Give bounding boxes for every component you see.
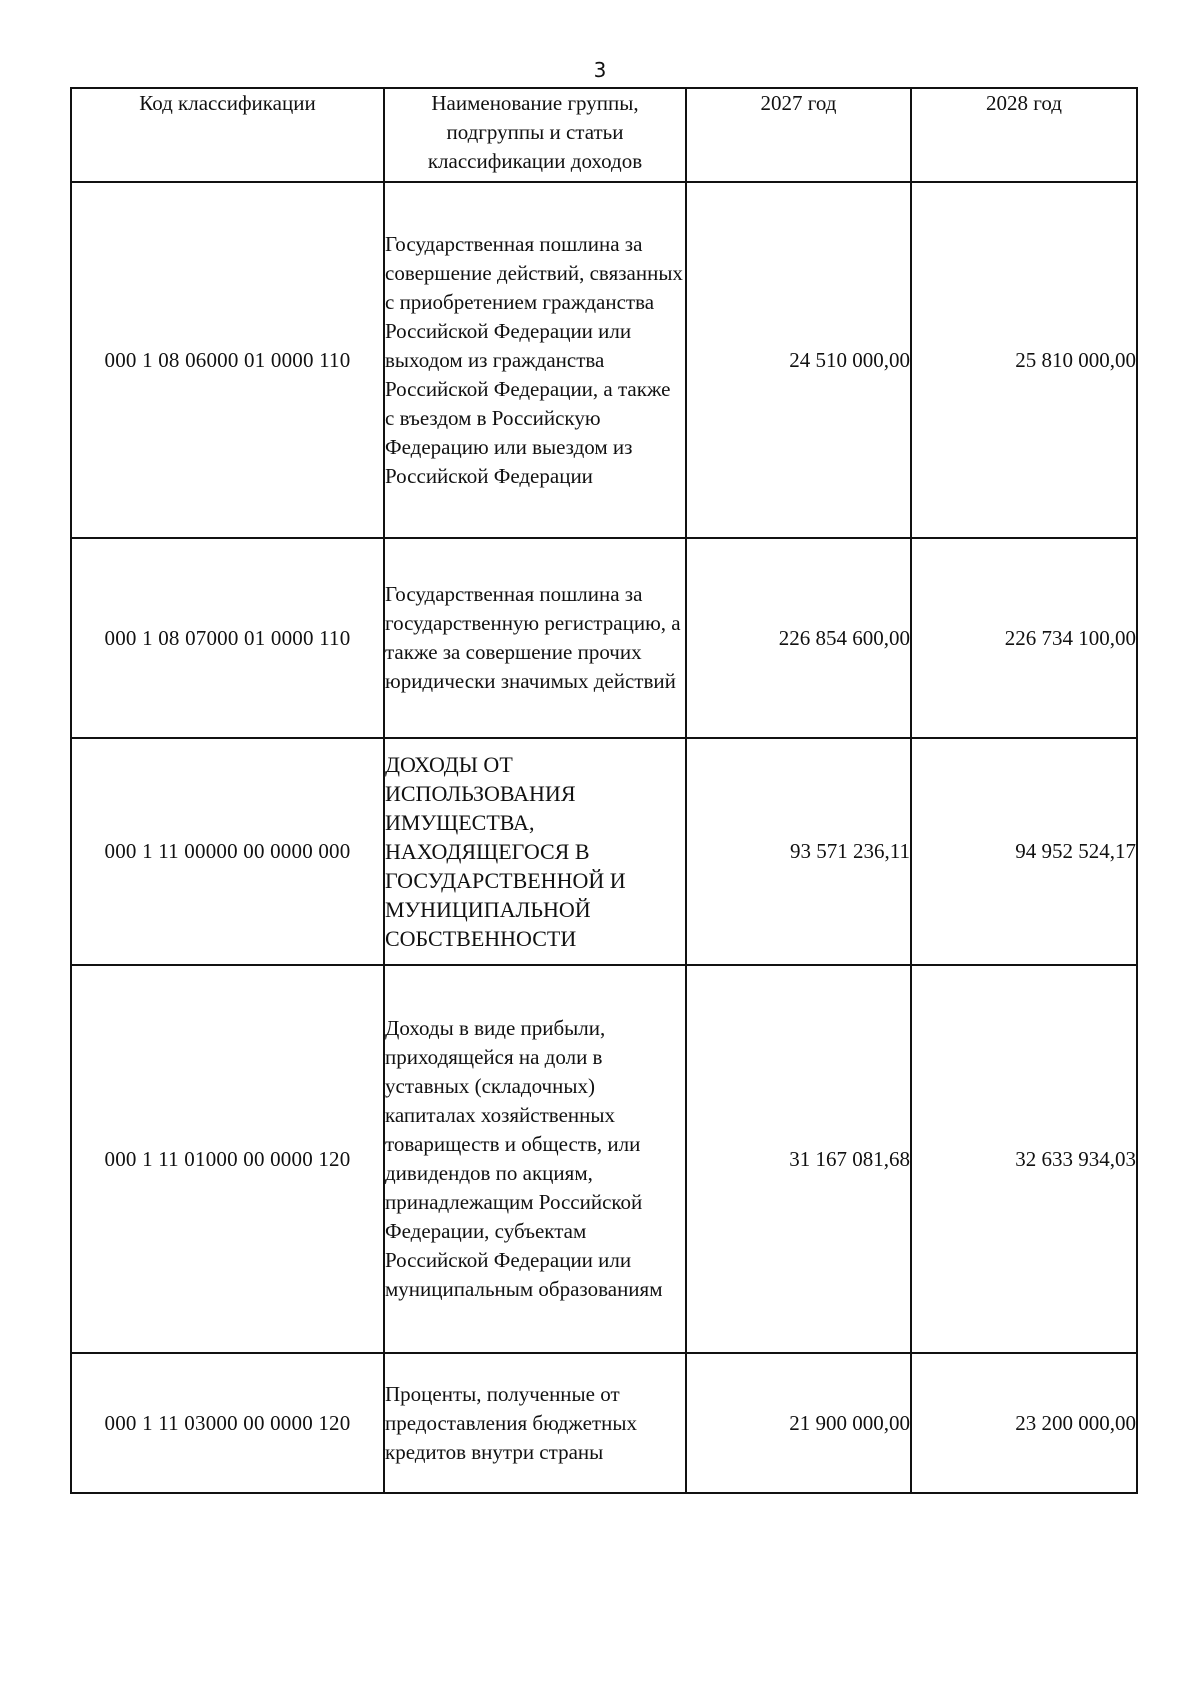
classification-code: 000 1 11 03000 00 0000 120 (71, 1353, 384, 1493)
amount-2028: 23 200 000,00 (911, 1353, 1137, 1493)
amount-2027: 24 510 000,00 (686, 182, 911, 538)
revenue-classification-table (70, 87, 1138, 1494)
amount-2028: 94 952 524,17 (911, 738, 1137, 965)
amount-2027: 226 854 600,00 (686, 538, 911, 738)
amount-2027: 21 900 000,00 (686, 1353, 911, 1493)
header-code: Код классификации (71, 88, 384, 182)
classification-code: 000 1 11 00000 00 0000 000 (71, 738, 384, 965)
amount-2028: 25 810 000,00 (911, 182, 1137, 538)
classification-name: Доходы в виде прибыли, приходящейся на доли в уставных (складочных) капиталах хозяйственных товариществ и обществ, или дивидендов по акциям, принадлежащим Российской Федерации, субъектам Российской Федерации или муниципальным образованиям (384, 965, 686, 1353)
table-row (71, 182, 1137, 538)
classification-name: Государственная пошлина за государственную регистрацию, а также за совершение прочих юридически значимых действий (384, 538, 686, 738)
page-number: 3 (593, 58, 607, 82)
classification-name: Государственная пошлина за совершение действий, связанных с приобретением гражданства Российской Федерации или выходом из гражданства Российской Федерации, а также с въездом в Российскую Федерацию или выездом из Российской Федерации (384, 182, 686, 538)
table-row (71, 738, 1137, 965)
document-page (70, 87, 1136, 1494)
amount-2028: 226 734 100,00 (911, 538, 1137, 738)
classification-name: Проценты, полученные от предоставления бюджетных кредитов внутри страны (384, 1353, 686, 1493)
classification-code: 000 1 08 07000 01 0000 110 (71, 538, 384, 738)
table-row (71, 1353, 1137, 1493)
header-name: Наименование группы, подгруппы и статьи классификации доходов (384, 88, 686, 182)
classification-name: ДОХОДЫ ОТ ИСПОЛЬЗОВАНИЯ ИМУЩЕСТВА, НАХОДЯЩЕГОСЯ В ГОСУДАРСТВЕННОЙ И МУНИЦИПАЛЬНОЙ СОБСТВЕННОСТИ (384, 738, 686, 965)
classification-code: 000 1 11 01000 00 0000 120 (71, 965, 384, 1353)
header-year-2028: 2028 год (911, 88, 1137, 182)
amount-2028: 32 633 934,03 (911, 965, 1137, 1353)
table-header-row (71, 88, 1137, 182)
amount-2027: 31 167 081,68 (686, 965, 911, 1353)
table-row (71, 965, 1137, 1353)
classification-code: 000 1 08 06000 01 0000 110 (71, 182, 384, 538)
amount-2027: 93 571 236,11 (686, 738, 911, 965)
table-row (71, 538, 1137, 738)
header-year-2027: 2027 год (686, 88, 911, 182)
